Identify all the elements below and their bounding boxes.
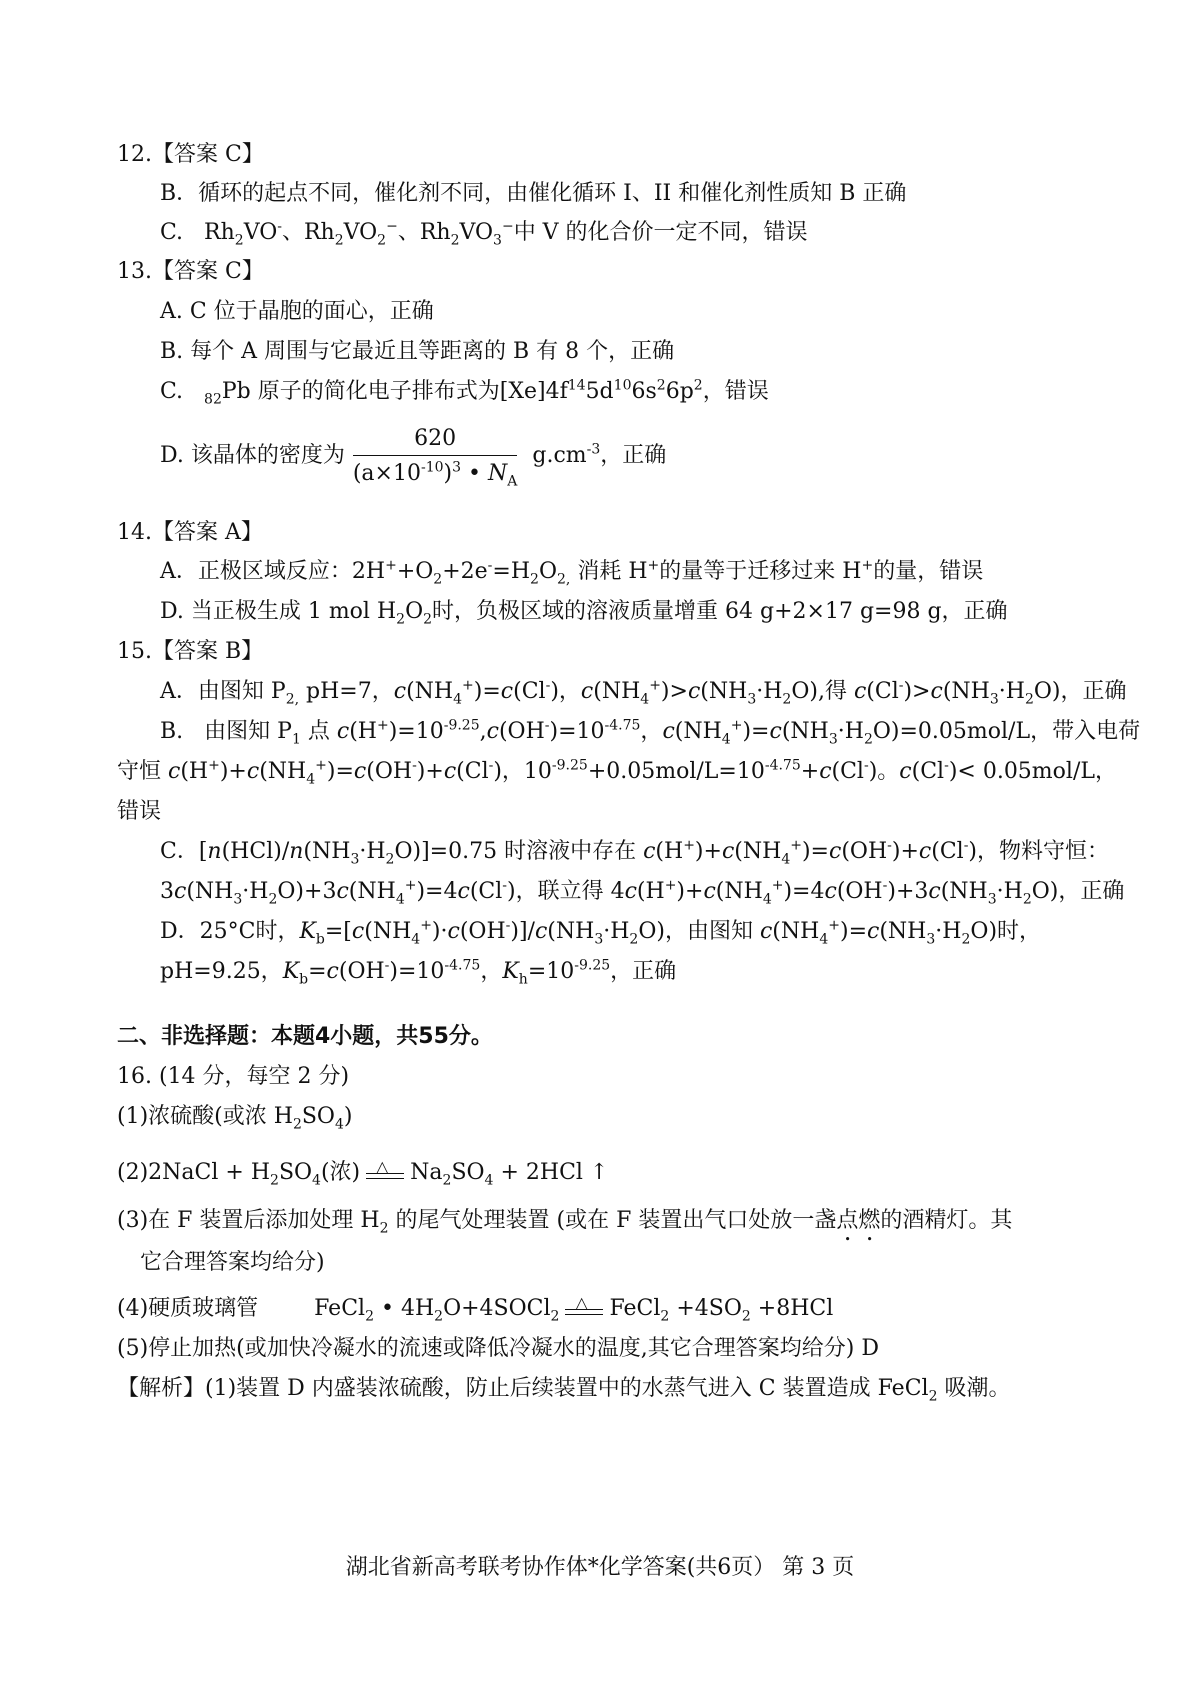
q15-heading: 15.【答案 B】 <box>117 639 264 664</box>
q13-option-a: A. C 位于晶胞的面心，正确 <box>160 299 434 324</box>
q13-option-d: D. 该晶体的密度为 $\frac{620}{(a\times 10^{-10})^3 • N_A}$ $g.cm^{-3}$，正确 <box>160 425 667 489</box>
heat-condition-icon: △ <box>366 1160 404 1186</box>
q16-answer-5: (5)停止加热(或加快冷凝水的流速或降低冷凝水的温度,其它合理答案均给分) D <box>117 1336 879 1361</box>
q13-option-c: C. $_{82}$Pb 原子的简化电子排布式为$[Xe]4f^{14}5d^{10}6s^26p^2$，错误 <box>160 377 769 408</box>
page-footer: 湖北省新高考联考协作体*化学答案(共6页） 第 3 页 <box>345 1555 855 1580</box>
q15-option-b-line1: B. 由图知 $P_1$ 点 $c(H^+)=10^{-9.25},c(OH^-)=10^{-4.75}$，$c(NH_4^+)=c(NH_3\cdot H_2O)=0.05mol/L$，带入电荷 <box>160 717 1141 748</box>
q16-answer-3-line2: 它合理答案均给分) <box>140 1250 325 1275</box>
q16-answer-4: (4)硬质玻璃管 FeCl$_2$ • $4H_2O+4SOCl_2$ △ FeCl$_2$ $+4SO_2 +8HCl$ <box>117 1293 834 1325</box>
density-fraction: $\frac{620}{(a\times 10^{-10})^3 • N_A}$ <box>352 425 518 489</box>
q15-option-c-line2: $3c(NH_3\cdot H_2O)+3c(NH_4^+)=4c(Cl^-)$，联立得 $4c(H^+)+c(NH_4^+)=4c(OH^-)+3c(NH_3\cdot H_2O)$，正确 <box>160 877 1125 908</box>
q16-analysis: 【解析】(1)装置 D 内盛装浓硫酸，防止后续装置中的水蒸气进入 C 装置造成 FeCl$_2$ 吸潮。 <box>117 1376 1011 1405</box>
section-title: 二、非选择题：本题4小题，共55分。 <box>117 1024 493 1049</box>
q15-option-d-line1: D．25°C时，$K_b=[c(NH_4^+)\cdot c(OH^-)]/c(NH_3\cdot H_2O)$，由图知 $c(NH_4^+)=c(NH_3\cdot H_2O)$时， <box>160 917 1042 948</box>
q14-option-d: D. 当正极生成 1 mol $H_2O_2$时，负极区域的溶液质量增重 64 g+2×17 g=98 g，正确 <box>160 599 1008 628</box>
q15-option-b-line3: 错误 <box>117 799 162 824</box>
q15-option-c-line1: C．$[n(HCl)/n(NH_3\cdot H_2O)]=0.75$ 时溶液中存在 $c(H^+)+c(NH_4^+)=c(OH^-)+c(Cl^-)$，物料守恒： <box>160 837 1110 868</box>
heat-condition-icon: △ <box>565 1296 603 1322</box>
q16-answer-1: (1)浓硫酸(或浓 $H_2SO_4$) <box>117 1104 353 1133</box>
q16-answer-3-line1: (3)在 F 装置后添加处理 $H_2$ 的尾气处理装置 (或在 F 装置出气口处放一盏点燃的酒精灯。其 <box>117 1208 1013 1237</box>
q14-heading: 14.【答案 A】 <box>117 520 263 545</box>
q14-option-a: A．正极区域反应：$2H^++O_2+2e^-=H_2O_{2,}$ 消耗 H+的量等于迁移过来 H+的量，错误 <box>160 557 984 588</box>
q12-option-c: C. $Rh_2VO^-$、$Rh_2VO_2^-$、$Rh_2VO_3^-$中 V 的化合价一定不同，错误 <box>160 218 808 249</box>
q13-option-b: B. 每个 A 周围与它最近且等距离的 B 有 8 个，正确 <box>160 339 675 364</box>
q16-heading: 16. (14 分，每空 2 分) <box>117 1064 350 1089</box>
q12-option-b: B．循环的起点不同，催化剂不同，由催化循环 I、II 和催化剂性质知 B 正确 <box>160 181 907 206</box>
q13-heading: 13.【答案 C】 <box>117 259 264 284</box>
q15-option-a: A．由图知 $P_{2,}$ pH=7，$c(NH_4^+)=c(Cl^-)$，$c(NH_4^+)>c(NH_3\cdot H_2O)$,得 $c(Cl^-)>c(NH_3\cdot H_2O)$，正确 <box>160 677 1127 708</box>
q16-answer-2: (2)2NaCl + $H_2SO_4$(浓) △ $Na_2SO_4 + 2HCl$ ↑ <box>117 1157 609 1189</box>
q15-option-d-line2: pH=9.25，$K_b=c(OH^-)=10^{-4.75}$，$K_h=10^{-9.25}$，正确 <box>160 957 677 988</box>
q12-heading: 12.【答案 C】 <box>117 142 264 167</box>
q15-option-b-line2: 守恒 $c(H^+)+c(NH_4^+)=c(OH^-)+c(Cl^-)$，$10^{-9.25}+0.05mol/L=10^{-4.75}+c(Cl^-)$。c(Cl-)< 0.05mol/L， <box>117 757 1117 788</box>
